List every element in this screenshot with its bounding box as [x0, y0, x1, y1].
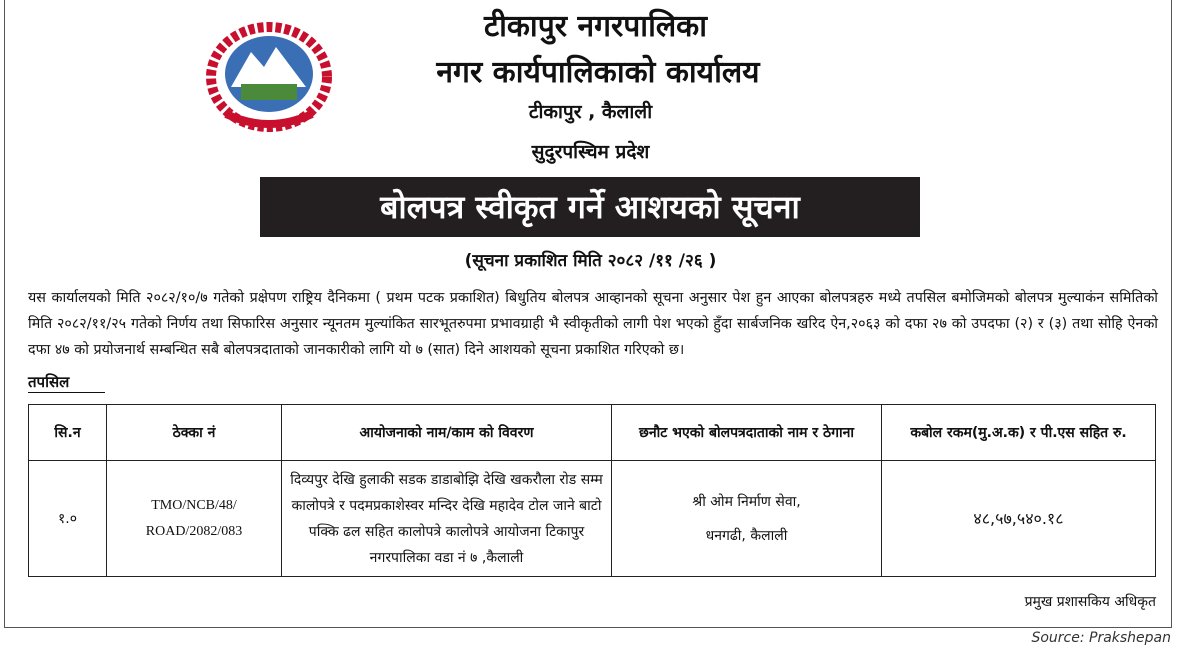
notice-body: यस कार्यालयको मिति २०८२/१०/७ गतेको प्रक्षेपण राष्ट्रिय दैनिकमा ( प्रथम पटक प्रकाशित) बिधुतिय बोलपत्र आव्हानको सूचना अनुसार पेश हुन आएका बोलपत्रहरु मध्ये तपसिल बमोजिमको बोलपत्र मुल्याकंन समितिको मिति २०८२/११/२५ गतेको निर्णय तथा सिफारिस अनुसार न्यूनतम मुल्यांकित सारभूतरुपमा प्रभावग्राही भै स्वीकृतीको लागी पेश भएको हुँदा सार्बजनिक खरिद ऐन,२०६३ को दफा २७ को उपदफा (२) र (३) तथा सोहि ऐनको दफा ४७ को प्रयोजनार्थ सम्बन्धित सबै बोलपत्रदाताको जानकारीको लागि यो ७ (सात) दिने आशयको सूचना प्रकाशित गरिएको छ।	[28, 290, 1158, 358]
municipality-name: टीकापुर नगरपालिका	[484, 9, 707, 44]
office-location: टीकापुर , कैलाली	[528, 101, 653, 123]
col-bidder: छनौट भएको बोलपत्रदाताको नाम र ठेगाना	[612, 405, 882, 461]
bidder-address: धनगढी, कैलाली	[705, 527, 788, 544]
col-sn: सि.न	[29, 405, 107, 461]
cell-bidder	[612, 461, 882, 577]
table-header-row	[29, 405, 1156, 461]
province-name: सुदुरपस्चिम प्रदेश	[531, 141, 650, 163]
cell-contract-no: TMO/NCB/48/ ROAD/2082/083	[107, 461, 282, 577]
source-credit: Source: Prakshepan	[1031, 630, 1171, 646]
publish-date: (सूचना प्रकाशित मिति २०८२ /११ /२६ )	[464, 251, 717, 271]
office-name: नगर कार्यपालिकाको कार्यालय	[436, 55, 760, 90]
bid-table	[28, 404, 1156, 577]
table-row	[29, 461, 1156, 577]
col-amount: कबोल रकम(मु.अ.क) र पी.एस सहित रु.	[882, 405, 1156, 461]
cell-sn: १.०	[29, 461, 107, 577]
signatory: प्रमुख प्रशासकिय अधिकृत	[1024, 594, 1156, 610]
col-contract-no: ठेक्का नं	[107, 405, 282, 461]
cell-description: दिव्यपुर देखि हुलाकी सडक डाडाबोझि देखि खकरौला रोड सम्म कालोपत्रे र पदमप्रकाशेस्वर मन्दिर देखि महादेव टोल जाने बाटो पक्कि ढल सहित कालोपत्रे कालोपत्रे आयोजना टिकापुर नगरपालिका वडा नं ७ ,कैलाली	[282, 461, 612, 577]
notice-title: बोलपत्र स्वीकृत गर्ने आशयको सूचना	[260, 177, 920, 237]
bidder-name: श्री ओम निर्माण सेवा,	[692, 493, 801, 510]
cell-amount: ४८,५७,५४०.१८	[882, 461, 1156, 577]
tapasil-label: तपसिल	[28, 372, 105, 393]
col-description: आयोजनाको नाम/काम को विवरण	[282, 405, 612, 461]
